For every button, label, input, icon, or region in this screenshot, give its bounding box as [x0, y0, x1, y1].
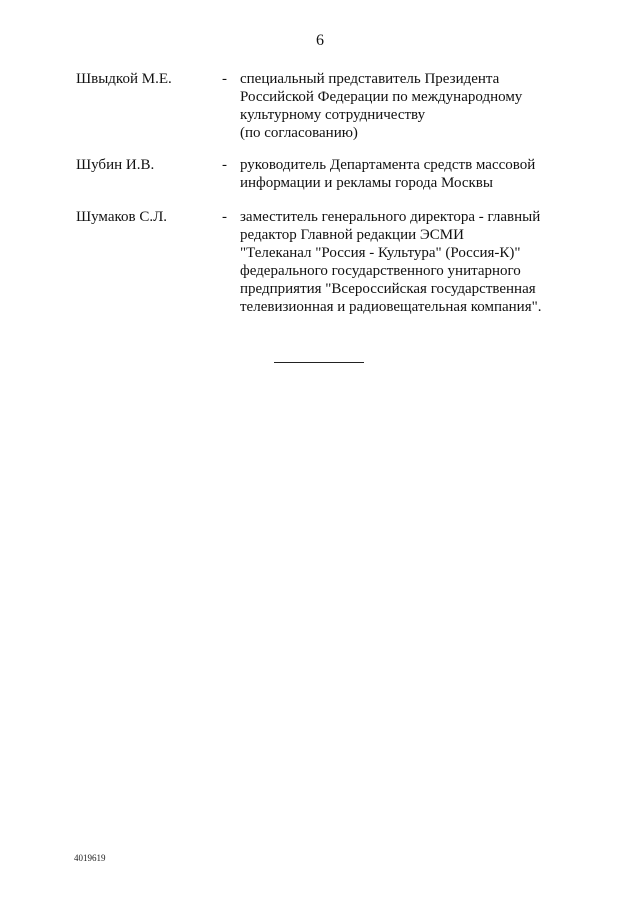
- separator-dash: -: [222, 157, 227, 173]
- description-line: руководитель Департамента средств массовой: [240, 157, 536, 173]
- position-description: [240, 156, 580, 192]
- separator-dash: -: [222, 209, 227, 225]
- description-line: Российской Федерации по международному: [240, 89, 523, 105]
- description-line: заместитель генерального директора - главный: [240, 209, 541, 225]
- document-code: 4019619: [74, 853, 106, 863]
- position-description: [240, 70, 580, 142]
- description-line: информации и рекламы города Москвы: [240, 175, 493, 191]
- description-line: телевизионная и радиовещательная компания".: [240, 299, 542, 315]
- position-description: [240, 208, 580, 316]
- description-line: "Телеканал "Россия - Культура" (Россия-К)": [240, 245, 521, 261]
- separator-dash: -: [222, 71, 227, 87]
- description-line: культурному сотрудничеству: [240, 107, 426, 123]
- description-line: редактор Главной редакции ЭСМИ: [240, 227, 464, 243]
- description-line: федерального государственного унитарного: [240, 263, 521, 279]
- person-name: Шумаков С.Л.: [76, 209, 168, 225]
- description-line: предприятия "Всероссийская государственная: [240, 281, 536, 297]
- person-name: Шубин И.В.: [76, 157, 155, 173]
- page-number: 6: [316, 32, 324, 49]
- description-line: специальный представитель Президента: [240, 71, 500, 87]
- description-line: (по согласованию): [240, 125, 358, 141]
- person-name: Швыдкой М.Е.: [76, 71, 172, 87]
- end-divider: [274, 362, 364, 363]
